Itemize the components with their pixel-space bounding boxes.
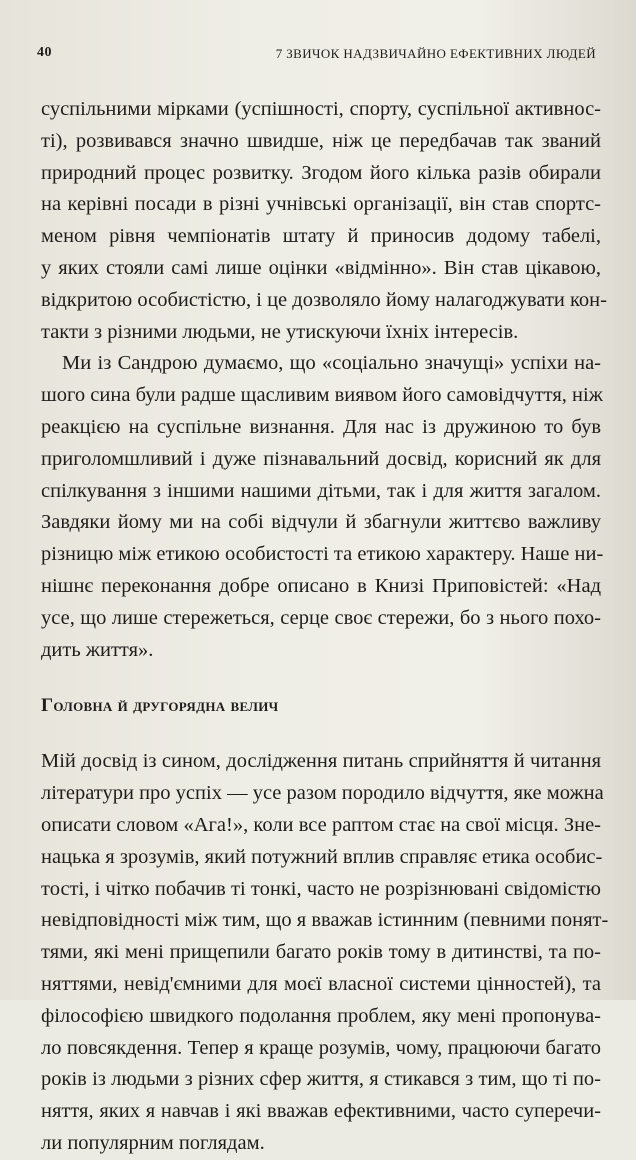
page-number: 40: [37, 45, 52, 60]
text-line: реакцією на суспільне визнання. Для нас із дружиною то був: [41, 415, 601, 438]
section-heading: Головна й другорядна велич: [41, 695, 279, 717]
text-line: нішнє переконання добре описано в Книзі Приповістей: «Над: [41, 574, 601, 597]
text-line: спілкування з іншими нашими дітьми, так і для життя загалом.: [41, 479, 601, 502]
text-line: приголомшливий і дуже пізнавальний досвід, корисний як для: [41, 447, 601, 470]
text-line: на керівні посади в різні учнівські організації, він став спортс-: [41, 193, 601, 216]
text-line: няття, яких я навчав і які вважав ефективними, часто суперечи-: [41, 1100, 601, 1123]
text-line: шого сина були радше щасливим виявом його самовідчуття, ніж: [41, 384, 603, 407]
text-line: Завдяки йому ми на собі відчули й збагнули життєво важливу: [41, 511, 601, 534]
text-line: ли популярним поглядам.: [41, 1131, 265, 1154]
text-line: меном рівня чемпіонатів штату й приносив додому табелі,: [41, 225, 601, 248]
text-line: усе, що лише стережеться, серце своє стережи, бо з нього похо-: [41, 606, 601, 629]
text-line: різницю між етикою особистості та етикою характеру. Наше ни-: [41, 543, 604, 566]
text-line: Мій досвід із сином, дослідження питань сприйняття й читання: [41, 750, 601, 773]
text-line: описати словом «Ага!», коли все раптом стає на свої місця. Зне-: [41, 813, 601, 836]
paragraph-2: [41, 348, 604, 666]
text-line: невідповідності між тим, що я вважав істинним (певними понят-: [41, 909, 609, 932]
text-line: Ми із Сандрою думаємо, що «соціально значущі» успіхи на-: [62, 352, 601, 375]
text-line: філософією швидкого подолання проблем, яку мені пропонува-: [41, 1004, 601, 1027]
text-line: тями, які мені прищепили багато років тому в дитинстві, та по-: [41, 941, 601, 964]
text-line: природний процес розвитку. Згодом його кілька разів обирали: [41, 161, 601, 184]
text-line: ті), розвивався значно швидше, ніж це передбачав так званий: [41, 129, 601, 152]
text-line: няттями, невід'ємними для моєї власної системи цінностей), та: [41, 972, 601, 995]
paragraph-1: [41, 94, 607, 348]
text-line: ло повсякдення. Тепер я краще розумів, чому, працюючи багато: [41, 1036, 601, 1059]
text-line: літератури про успіх — усе разом породило відчуття, яке можна: [41, 782, 604, 805]
text-line: у яких стояли самі лише оцінки «відмінно». Він став цікавою,: [41, 256, 601, 279]
text-line: дить життя».: [41, 638, 154, 661]
text-line: відкритою особистістю, і це дозволяло йому налагоджувати кон-: [41, 288, 607, 311]
text-line: суспільними мірками (успішності, спорту, суспільної активнос-: [41, 98, 601, 120]
text-line: років із людьми з різних сфер життя, я стикався з тим, що ті по-: [41, 1068, 601, 1091]
text-line: такти з різними людьми, не утискуючи їхніх інтересів.: [41, 320, 519, 343]
text-line: нацька я зрозумів, який потужний вплив справляє етика особис-: [41, 845, 603, 868]
page-header: [0, 45, 636, 65]
paragraph-3: [41, 746, 609, 1159]
text-line: тості, і чітко побачив ті тонкі, часто не розрізнювані свідомістю: [41, 877, 601, 900]
running-head: 7 ЗВИЧОК НАДЗВИЧАЙНО ЕФЕКТИВНИХ ЛЮДЕЙ: [275, 46, 596, 61]
